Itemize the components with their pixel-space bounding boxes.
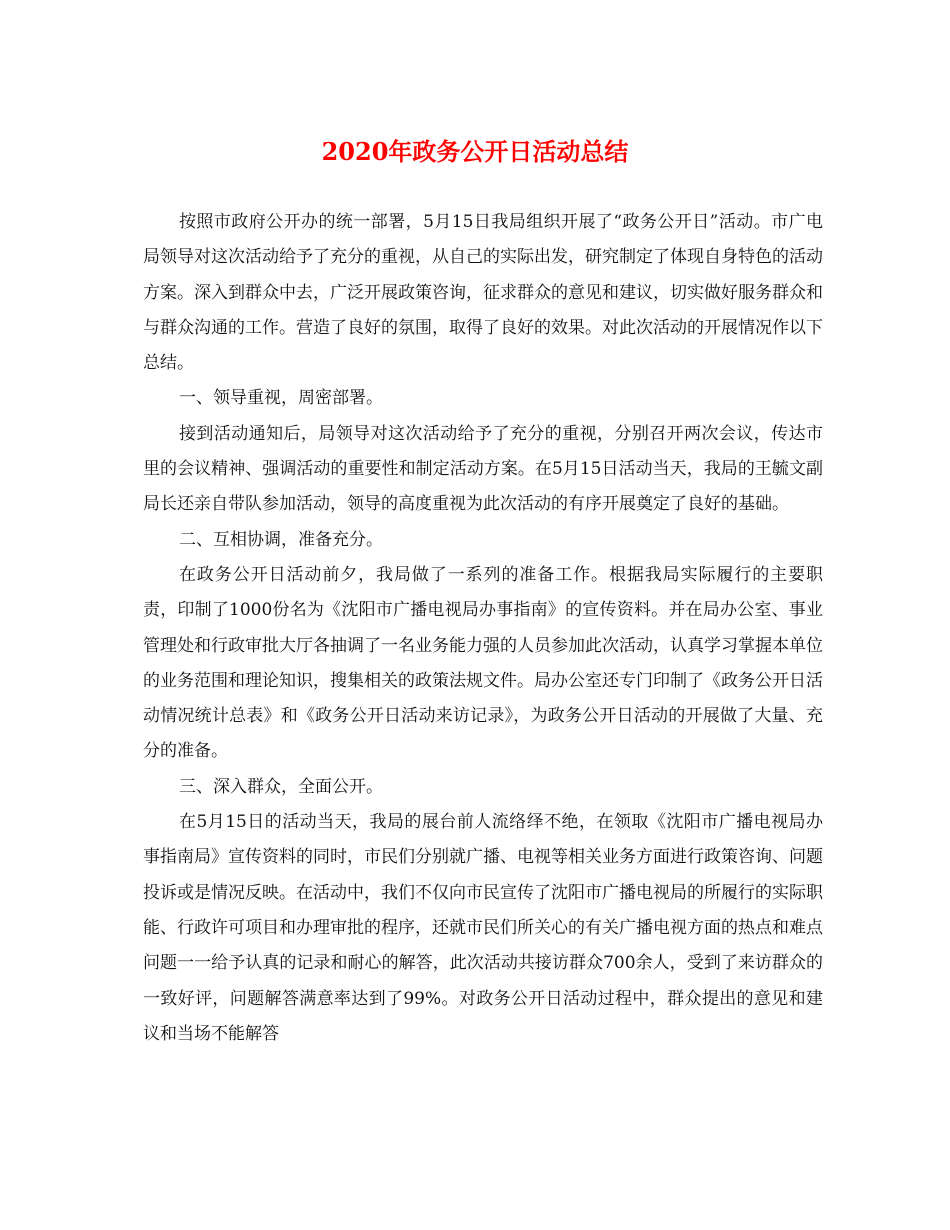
section-heading-2: 二、互相协调，准备充分。 (179, 529, 383, 550)
section-heading-1: 一、领导重视，周密部署。 (179, 388, 383, 409)
document-title: 2020年政务公开日活动总结 (321, 137, 629, 166)
paragraph-section-1: 接到活动通知后，局领导对这次活动给予了充分的重视，分别召开两次会议，传达市里的会议精神、强调活动的重要性和制定活动方案。在5月15日活动当天，我局的王毓文副局长还亲自带队参加活动，领导的高度重视为此次活动的有序开展奠定了良好的基础。 (143, 423, 823, 515)
document-body (143, 205, 823, 1052)
paragraph-intro: 按照市政府公开办的统一部署，5月15日我局组织开展了“政务公开日”活动。市广电局领导对这次活动给予了充分的重视，从自己的实际出发，研究制定了体现自身特色的活动方案。深入到群众中去，广泛开展政策咨询，征求群众的意见和建议，切实做好服务群众和与群众沟通的工作。营造了良好的氛围，取得了良好的效果。对此次活动的开展情况作以下总结。 (143, 212, 823, 374)
section-heading-3: 三、深入群众，全面公开。 (179, 776, 383, 797)
paragraph-section-3: 在5月15日的活动当天，我局的展台前人流络绎不绝，在领取《沈阳市广播电视局办事指南局》宣传资料的同时，市民们分别就广播、电视等相关业务方面进行政策咨询、问题投诉或是情况反映。在活动中，我们不仅向市民宣传了沈阳市广播电视局的所履行的实际职能、行政许可项目和办理审批的程序，还就市民们所关心的有关广播电视方面的热点和难点问题一一给予认真的记录和耐心的解答，此次活动共接访群众700余人，受到了来访群众的一致好评，问题解答满意率达到了99%。对政务公开日活动过程中，群众提出的意见和建议和当场不能解答 (143, 812, 823, 1044)
paragraph-section-2: 在政务公开日活动前夕，我局做了一系列的准备工作。根据我局实际履行的主要职责，印制了1000份名为《沈阳市广播电视局办事指南》的宣传资料。并在局办公室、事业管理处和行政审批大厅各抽调了一名业务能力强的人员参加此次活动，认真学习掌握本单位的业务范围和理论知识，搜集相关的政策法规文件。局办公室还专门印制了《政务公开日活动情况统计总表》和《政务公开日活动来访记录》，为政务公开日活动的开展做了大量、充分的准备。 (143, 564, 823, 762)
